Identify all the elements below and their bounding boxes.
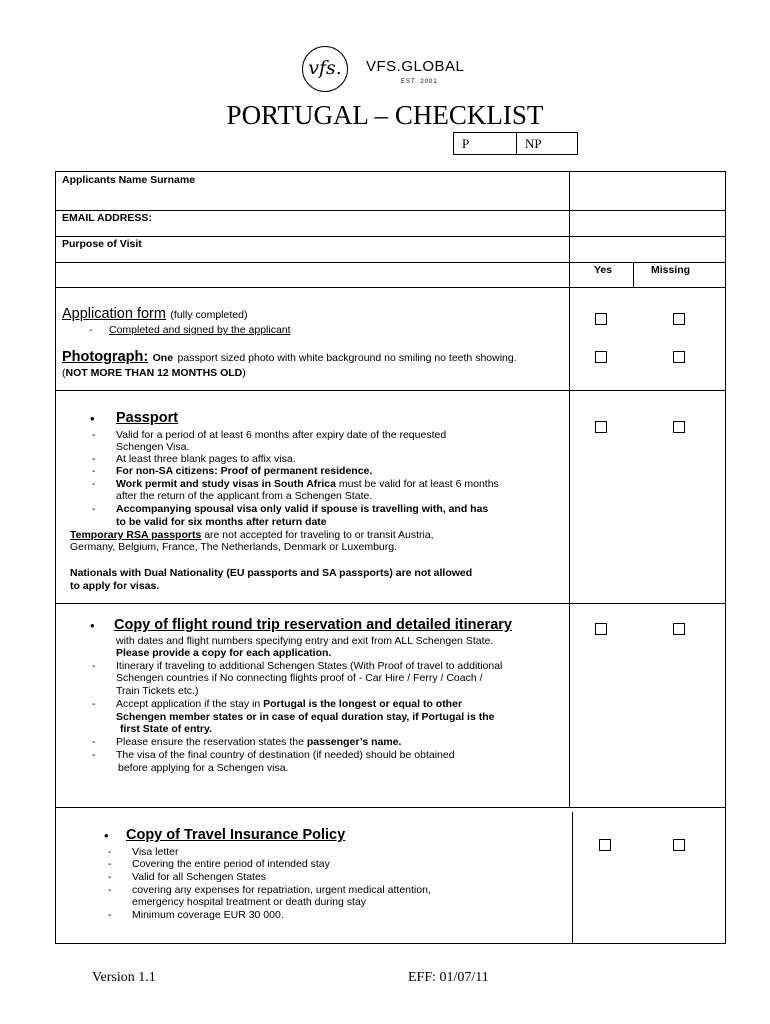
dash-marker: -: [108, 871, 112, 883]
dash-marker: -: [92, 749, 96, 761]
flight-i1-l2: Schengen countries if No connecting flights proof of - Car Hire / Ferry / Coach /: [116, 672, 483, 684]
flight-i2-pre: Accept application if the stay in: [116, 698, 261, 710]
applicant-name-label: Applicants Name Surname: [62, 174, 196, 186]
passport-yes-checkbox[interactable]: [595, 421, 607, 433]
flight-yes-checkbox[interactable]: [595, 623, 607, 635]
bullet-marker: •: [90, 618, 95, 633]
flight-i2-l2: Schengen member states or in case of equal duration stay, if Portugal is the: [116, 711, 495, 723]
flight-i4-l1: The visa of the final country of destination (if needed) should be obtained: [116, 749, 455, 761]
flight-i4-l2: before applying for a Schengen visa.: [118, 762, 289, 774]
insurance-i4-l1: covering any expenses for repatriation, urgent medical attention,: [132, 884, 431, 896]
insurance-yes-checkbox[interactable]: [599, 839, 611, 851]
flight-missing-checkbox[interactable]: [673, 623, 685, 635]
passport-title: Passport: [116, 410, 179, 426]
applicant-name-field[interactable]: [570, 172, 725, 210]
application-yes-checkbox[interactable]: [595, 313, 607, 325]
bullet-marker: •: [90, 411, 95, 426]
dash-marker: -: [92, 736, 96, 748]
dual-nationality-l1: Nationals with Dual Nationality (EU passports and SA passports) are not allowed: [70, 567, 473, 579]
flight-l2: Please provide a copy for each application.: [116, 647, 332, 659]
temporary-passport-bold: Temporary RSA passports: [70, 529, 202, 541]
purpose-field[interactable]: [570, 237, 725, 262]
dash-marker: -: [108, 909, 112, 921]
insurance-missing-checkbox[interactable]: [673, 839, 685, 851]
flight-i1-l1: Itinerary if traveling to additional Schengen States (With Proof of travel to additional: [116, 660, 503, 672]
flight-i3: [116, 736, 401, 749]
dual-nationality-l2: to apply for visas.: [70, 580, 160, 592]
passport-item5-l2: to be valid for six months after return date: [116, 516, 327, 528]
photograph-yes-checkbox[interactable]: [595, 351, 607, 363]
passport-item4-l2: after the return of the applicant from a Schengen State.: [116, 490, 373, 502]
flight-i2: [116, 698, 462, 711]
passport-item4-rest: must be valid for at least 6 months: [338, 478, 499, 490]
status-boxes: [453, 132, 578, 155]
photograph-age: (NOT MORE THAN 12 MONTHS OLD): [62, 367, 246, 379]
footer-effective-date: EFF: 01/07/11: [408, 970, 489, 985]
passport-item5-l1: Accompanying spousal visa only valid if spouse is travelling with, and has: [116, 503, 489, 515]
passport-item4: [116, 478, 499, 491]
insurance-i1: Visa letter: [132, 846, 179, 858]
logo-established: EST. 2001: [401, 79, 438, 85]
application-form-title: Application form: [62, 306, 166, 322]
flight-i3-bold: passenger’s name.: [306, 736, 402, 748]
flight-title: Copy of flight round trip reservation and detailed itinerary: [114, 617, 512, 633]
photograph-title: Photograph:: [62, 349, 149, 365]
dash-marker: -: [92, 503, 96, 515]
dash-marker: -: [92, 465, 96, 477]
passport-item2: At least three blank pages to affix visa.: [116, 453, 296, 465]
photograph-count: One: [152, 352, 174, 364]
passport-missing-checkbox[interactable]: [673, 421, 685, 433]
yes-header: Yes: [594, 264, 613, 276]
dash-marker: -: [92, 429, 96, 441]
photograph-missing-checkbox[interactable]: [673, 351, 685, 363]
dash-marker: -: [108, 846, 112, 858]
flight-i1-l3: Train Tickets etc.): [116, 685, 199, 697]
insurance-title: Copy of Travel Insurance Policy: [126, 827, 346, 843]
passport-item3: For non-SA citizens: Proof of permanent residence.: [116, 465, 373, 477]
insurance-i2: Covering the entire period of intended stay: [132, 858, 330, 870]
flight-i2-l3: first State of entry.: [120, 723, 212, 735]
insurance-i3: Valid for all Schengen States: [132, 871, 267, 883]
passport-item4-bold: Work permit and study visas in South Africa: [116, 478, 336, 490]
status-box-p[interactable]: P: [454, 133, 517, 154]
photograph-line: [62, 348, 517, 366]
purpose-label: Purpose of Visit: [62, 238, 142, 250]
flight-i2-bold: Portugal is the longest or equal to other: [263, 698, 463, 710]
dash-marker: -: [92, 478, 96, 490]
photograph-age-text: NOT MORE THAN 12 MONTHS OLD: [65, 367, 243, 379]
temporary-passport-l2: Germany, Belgium, France, The Netherlands, Denmark or Luxemburg.: [70, 541, 398, 553]
application-form-heading: [62, 305, 247, 323]
temporary-passport-note: [70, 529, 434, 542]
vfs-global-logo: [302, 46, 472, 92]
application-form-item: Completed and signed by the applicant: [109, 324, 291, 336]
missing-header: Missing: [651, 264, 691, 276]
footer-version: Version 1.1: [92, 970, 156, 985]
dash-marker: -: [89, 324, 93, 336]
logo-name: VFS.GLOBAL: [366, 58, 465, 75]
bullet-marker: •: [104, 828, 109, 843]
insurance-i5: Minimum coverage EUR 30 000.: [132, 909, 284, 921]
page-title: PORTUGAL – CHECKLIST: [226, 100, 544, 130]
status-box-np[interactable]: NP: [525, 136, 542, 151]
dash-marker: -: [92, 698, 96, 710]
application-form-note: (fully completed): [170, 309, 248, 321]
passport-item1-l1: Valid for a period of at least 6 months after expiry date of the requested: [116, 429, 447, 441]
flight-i3-pre: Please ensure the reservation states the: [116, 736, 304, 748]
dash-marker: -: [92, 660, 96, 672]
email-label: EMAIL ADDRESS:: [62, 212, 152, 224]
email-field[interactable]: [570, 211, 725, 236]
flight-l1: with dates and flight numbers specifying entry and exit from ALL Schengen State.: [116, 635, 494, 647]
dash-marker: -: [108, 858, 112, 870]
temporary-passport-rest: are not accepted for traveling to or transit Austria,: [204, 529, 434, 541]
insurance-i4-l2: emergency hospital treatment or death during stay: [132, 896, 367, 908]
application-missing-checkbox[interactable]: [673, 313, 685, 325]
dash-marker: -: [92, 453, 96, 465]
logo-monogram: vfs.: [302, 46, 348, 92]
dash-marker: -: [108, 884, 112, 896]
passport-item1-l2: Schengen Visa.: [116, 441, 190, 453]
photograph-text: passport sized photo with white background no smiling no teeth showing.: [177, 352, 517, 364]
